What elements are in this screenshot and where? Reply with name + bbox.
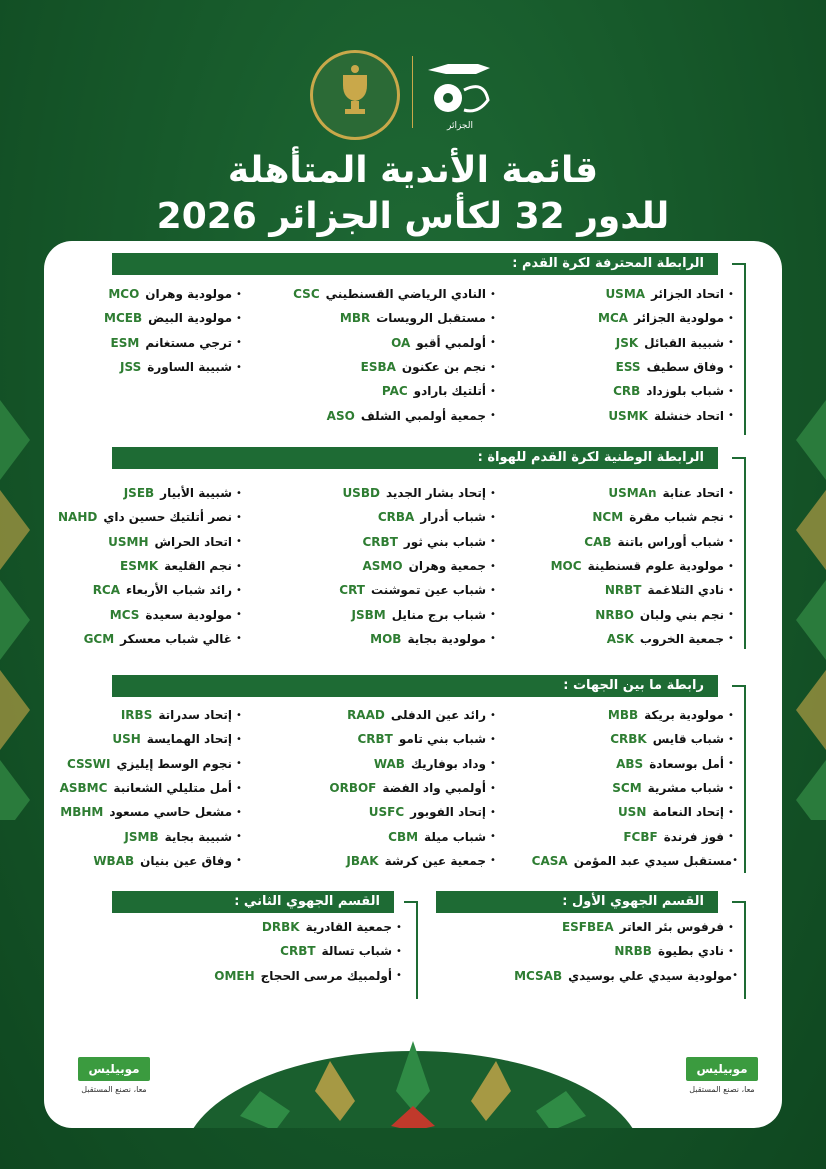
club-abbreviation: ESBA bbox=[360, 360, 396, 375]
bullet-icon: • bbox=[236, 337, 242, 349]
club-name: إتحاد النعامة bbox=[652, 805, 724, 820]
bullet-icon: • bbox=[490, 806, 496, 818]
sponsor-name: موبيليس bbox=[686, 1057, 758, 1081]
club-name: أولمبيك مرسى الحجاج bbox=[260, 968, 392, 983]
club-abbreviation: USMAn bbox=[608, 486, 657, 501]
pro-column-3 bbox=[56, 282, 246, 379]
club-list-item bbox=[538, 403, 738, 427]
bullet-icon: • bbox=[236, 633, 242, 645]
bullet-icon: • bbox=[490, 337, 496, 349]
football-federation-icon bbox=[418, 50, 502, 134]
bullet-icon: • bbox=[728, 584, 734, 596]
pro-column-1 bbox=[538, 282, 738, 428]
club-list-item bbox=[518, 915, 738, 939]
club-list-item bbox=[56, 282, 246, 306]
decorative-mandala bbox=[180, 1011, 646, 1128]
club-abbreviation: ESFBEA bbox=[561, 920, 614, 935]
club-abbreviation: USFC bbox=[368, 805, 405, 820]
club-name: نجم بني ولبان bbox=[639, 607, 724, 622]
interregional-column-2 bbox=[290, 703, 500, 873]
club-name: رائد عين الدفلى bbox=[390, 708, 486, 723]
bullet-icon: • bbox=[490, 361, 496, 373]
club-name: أمل بوسعادة bbox=[649, 756, 724, 771]
bullet-icon: • bbox=[490, 855, 496, 867]
bullet-icon: • bbox=[490, 385, 496, 397]
club-list-item bbox=[538, 306, 738, 330]
club-name: إتحاد الفوبور bbox=[410, 805, 486, 820]
club-name: مولودية سعيدة bbox=[145, 607, 232, 622]
bullet-icon: • bbox=[728, 312, 734, 324]
bullet-icon: • bbox=[728, 410, 734, 422]
bullet-icon: • bbox=[490, 410, 496, 422]
bullet-icon: • bbox=[236, 758, 242, 770]
club-list-item bbox=[538, 824, 738, 848]
club-name: جمعية القادرية bbox=[305, 920, 392, 935]
page-title bbox=[0, 148, 826, 240]
club-name: اتحاد الحراش bbox=[154, 534, 232, 549]
club-name: شباب برج منايل bbox=[391, 607, 486, 622]
club-abbreviation: JSK bbox=[615, 335, 639, 350]
club-abbreviation: JSEB bbox=[123, 486, 155, 501]
club-name: نجم بن عكنون bbox=[401, 360, 486, 375]
bullet-icon: • bbox=[396, 970, 402, 982]
club-abbreviation: CRBT bbox=[280, 944, 316, 959]
club-list-item bbox=[290, 824, 500, 848]
club-name: أولمبي أقبو bbox=[416, 335, 486, 350]
bullet-icon: • bbox=[490, 584, 496, 596]
club-list-item bbox=[538, 776, 738, 800]
club-list-item bbox=[514, 964, 738, 988]
bullet-icon: • bbox=[728, 385, 734, 397]
club-name: وداد بوفاريك bbox=[410, 756, 486, 771]
amateur-column-1 bbox=[538, 481, 738, 651]
club-abbreviation: JBAK bbox=[346, 853, 379, 868]
club-name: مشعل حاسي مسعود bbox=[109, 805, 232, 820]
club-list-item bbox=[186, 915, 406, 939]
club-name: نجوم الوسط إيليزي bbox=[116, 756, 232, 771]
club-list-item bbox=[538, 752, 738, 776]
club-name: شبيبة الساورة bbox=[147, 360, 232, 375]
club-name: شبيبة بجاية bbox=[164, 829, 232, 844]
club-abbreviation: MBR bbox=[339, 311, 371, 326]
club-abbreviation: NRBT bbox=[604, 583, 642, 598]
club-list-item bbox=[290, 800, 500, 824]
bullet-icon: • bbox=[490, 609, 496, 621]
sponsor-name: موبيليس bbox=[78, 1057, 150, 1081]
bullet-icon: • bbox=[728, 288, 734, 300]
club-name: غالي شباب معسكر bbox=[120, 631, 232, 646]
club-list-item bbox=[538, 505, 738, 529]
club-name: مولودية البيض bbox=[148, 311, 232, 326]
club-name: إتحاد الهمايسة bbox=[146, 732, 232, 747]
club-abbreviation: NRBB bbox=[614, 944, 652, 959]
club-name: شباب تسالة bbox=[321, 944, 392, 959]
bullet-icon: • bbox=[490, 560, 496, 572]
section-title-interregional: رابطة ما بين الجهات : bbox=[112, 675, 718, 697]
bullet-icon: • bbox=[728, 487, 734, 499]
section-title-regional-1: القسم الجهوي الأول : bbox=[436, 891, 718, 913]
club-name: نصر أتلتيك حسين داي bbox=[103, 510, 232, 525]
club-name: وفاق سطيف bbox=[646, 360, 724, 375]
club-abbreviation: GCM bbox=[83, 631, 115, 646]
bullet-icon: • bbox=[236, 806, 242, 818]
sponsor-logo-right bbox=[686, 1057, 758, 1094]
bullet-icon: • bbox=[732, 970, 738, 982]
bullet-icon: • bbox=[236, 709, 242, 721]
bullet-icon: • bbox=[728, 609, 734, 621]
club-list-item bbox=[518, 939, 738, 963]
bullet-icon: • bbox=[236, 733, 242, 745]
club-name: نجم شباب مقرة bbox=[629, 510, 724, 525]
club-list-item bbox=[538, 530, 738, 554]
club-abbreviation: ASBMC bbox=[59, 781, 108, 796]
club-abbreviation: USH bbox=[112, 732, 141, 747]
section-bracket bbox=[404, 901, 418, 999]
bullet-icon: • bbox=[396, 945, 402, 957]
club-abbreviation: ORBOF bbox=[329, 781, 377, 796]
bullet-icon: • bbox=[490, 733, 496, 745]
club-abbreviation: CRT bbox=[339, 583, 365, 598]
club-abbreviation: NRBO bbox=[595, 607, 634, 622]
club-list-item bbox=[56, 306, 246, 330]
club-list-item bbox=[56, 331, 246, 355]
club-name: شباب أوراس باتنة bbox=[617, 534, 724, 549]
bullet-icon: • bbox=[728, 361, 734, 373]
club-name: مستقبل سيدي عبد المؤمن bbox=[573, 853, 733, 868]
sponsor-tagline: معا، نصنع المستقبل bbox=[689, 1085, 755, 1094]
club-abbreviation: DRBK bbox=[261, 920, 300, 935]
club-list-item bbox=[56, 602, 246, 626]
club-abbreviation: ESS bbox=[615, 360, 641, 375]
club-abbreviation: CRB bbox=[613, 384, 641, 399]
club-abbreviation: JSMB bbox=[124, 829, 159, 844]
bullet-icon: • bbox=[728, 536, 734, 548]
club-name: اتحاد الجزائر bbox=[651, 287, 724, 302]
club-list-item bbox=[56, 703, 246, 727]
club-name: شباب قايس bbox=[652, 732, 724, 747]
club-list-item bbox=[531, 849, 738, 873]
club-name: النادي الرياضي القسنطيني bbox=[325, 287, 486, 302]
club-abbreviation: CBM bbox=[388, 829, 419, 844]
club-abbreviation: MCA bbox=[598, 311, 629, 326]
club-abbreviation: WAB bbox=[373, 756, 405, 771]
club-abbreviation: USMH bbox=[108, 534, 149, 549]
club-name: إتحاد بشار الجديد bbox=[385, 486, 486, 501]
club-abbreviation: NCM bbox=[592, 510, 624, 525]
club-abbreviation: ABS bbox=[616, 756, 644, 771]
club-name: نادي التلاغمة bbox=[647, 583, 724, 598]
club-abbreviation: USMA bbox=[605, 287, 646, 302]
club-list-item bbox=[56, 505, 246, 529]
club-abbreviation: CRBK bbox=[610, 732, 647, 747]
club-list-item bbox=[290, 849, 500, 873]
bullet-icon: • bbox=[236, 536, 242, 548]
bullet-icon: • bbox=[236, 782, 242, 794]
decorative-pattern-right bbox=[796, 400, 826, 820]
algerian-cup-logo bbox=[310, 50, 400, 140]
club-list-item bbox=[538, 602, 738, 626]
club-list-item bbox=[538, 727, 738, 751]
club-list-item bbox=[56, 824, 246, 848]
club-abbreviation: ESM bbox=[110, 335, 140, 350]
club-abbreviation: PAC bbox=[381, 384, 408, 399]
club-name: ترجي مستغانم bbox=[145, 335, 232, 350]
bullet-icon: • bbox=[728, 511, 734, 523]
club-name: مولودية سيدي علي بوسيدي bbox=[568, 968, 733, 983]
club-name: شباب مشرية bbox=[647, 781, 724, 796]
club-abbreviation: CRBT bbox=[357, 732, 393, 747]
club-abbreviation: CSC bbox=[293, 287, 320, 302]
bullet-icon: • bbox=[728, 758, 734, 770]
club-name: شباب بني ثور bbox=[403, 534, 486, 549]
club-list-item bbox=[290, 752, 500, 776]
club-list-item bbox=[290, 403, 500, 427]
bullet-icon: • bbox=[728, 945, 734, 957]
club-list-item bbox=[290, 331, 500, 355]
bullet-icon: • bbox=[728, 709, 734, 721]
bullet-icon: • bbox=[396, 921, 402, 933]
title-line-2: للدور 32 لكأس الجزائر 2026 bbox=[156, 196, 670, 237]
faf-logo bbox=[418, 50, 502, 134]
club-list-item bbox=[538, 800, 738, 824]
bullet-icon: • bbox=[728, 560, 734, 572]
club-list-item bbox=[538, 627, 738, 651]
club-list-item bbox=[538, 703, 738, 727]
club-abbreviation: IRBS bbox=[120, 708, 153, 723]
amateur-column-2 bbox=[290, 481, 500, 651]
club-list-item bbox=[290, 627, 500, 651]
club-abbreviation: CRBA bbox=[377, 510, 415, 525]
club-list-item bbox=[186, 964, 406, 988]
club-abbreviation: CASA bbox=[531, 853, 568, 868]
club-abbreviation: OMEH bbox=[214, 968, 255, 983]
club-abbreviation: USN bbox=[617, 805, 647, 820]
club-abbreviation: ESMK bbox=[120, 559, 159, 574]
club-list-item bbox=[56, 627, 246, 651]
bullet-icon: • bbox=[236, 609, 242, 621]
club-list-item bbox=[290, 703, 500, 727]
bullet-icon: • bbox=[490, 487, 496, 499]
club-list-item bbox=[538, 282, 738, 306]
bullet-icon: • bbox=[490, 831, 496, 843]
club-abbreviation: JSBM bbox=[351, 607, 386, 622]
club-abbreviation: ASO bbox=[326, 408, 355, 423]
club-name: جمعية الخروب bbox=[639, 631, 724, 646]
bullet-icon: • bbox=[236, 312, 242, 324]
club-list-item bbox=[290, 355, 500, 379]
club-name: اتحاد خنشلة bbox=[653, 408, 724, 423]
club-list-item bbox=[538, 578, 738, 602]
club-name: شباب ميلة bbox=[424, 829, 486, 844]
sponsor-logo-left bbox=[78, 1057, 150, 1094]
club-abbreviation: MBHM bbox=[60, 805, 104, 820]
club-list-item bbox=[538, 481, 738, 505]
club-name: إتحاد سدراتة bbox=[158, 708, 232, 723]
club-name: جمعية وهران bbox=[408, 559, 486, 574]
interregional-column-3 bbox=[56, 703, 246, 873]
club-name: رائد شباب الأربعاء bbox=[126, 583, 232, 598]
clubs-card bbox=[44, 241, 782, 1128]
club-abbreviation: WBAB bbox=[93, 853, 135, 868]
club-abbreviation: ASMO bbox=[362, 559, 403, 574]
bullet-icon: • bbox=[728, 921, 734, 933]
club-list-item bbox=[290, 379, 500, 403]
section-title-regional-2: القسم الجهوي الثاني : bbox=[112, 891, 394, 913]
logo-divider bbox=[412, 56, 413, 128]
interregional-column-1 bbox=[531, 703, 738, 873]
club-list-item bbox=[290, 505, 500, 529]
club-name: نادي بطيوة bbox=[657, 944, 724, 959]
club-abbreviation: MCSAB bbox=[514, 968, 563, 983]
club-abbreviation: CSSWI bbox=[67, 756, 111, 771]
club-list-item bbox=[56, 530, 246, 554]
club-list-item bbox=[290, 306, 500, 330]
club-abbreviation: MBB bbox=[607, 708, 639, 723]
club-name: شبيبة القبائل bbox=[644, 335, 724, 350]
decorative-pattern-left bbox=[0, 400, 30, 820]
club-name: شباب بني تامو bbox=[398, 732, 486, 747]
club-list-item bbox=[56, 800, 246, 824]
club-list-item bbox=[538, 379, 738, 403]
club-abbreviation: MCEB bbox=[104, 311, 143, 326]
bullet-icon: • bbox=[236, 361, 242, 373]
bullet-icon: • bbox=[236, 560, 242, 572]
club-name: مولودية علوم قسنطينة bbox=[587, 559, 724, 574]
section-title-pro: الرابطة المحترفة لكرة القدم : bbox=[112, 253, 718, 275]
bullet-icon: • bbox=[236, 584, 242, 596]
club-name: مستقبل الرويسات bbox=[376, 311, 486, 326]
club-abbreviation: MOB bbox=[370, 631, 402, 646]
bullet-icon: • bbox=[490, 312, 496, 324]
club-list-item bbox=[56, 355, 246, 379]
regional-1-column bbox=[514, 915, 738, 988]
club-list-item bbox=[290, 554, 500, 578]
club-abbreviation: FCBF bbox=[623, 829, 658, 844]
amateur-column-3 bbox=[56, 481, 246, 651]
club-name: وفاق عين بنيان bbox=[140, 853, 232, 868]
club-abbreviation: USBD bbox=[342, 486, 380, 501]
bullet-icon: • bbox=[236, 487, 242, 499]
bullet-icon: • bbox=[236, 855, 242, 867]
regional-2-column bbox=[186, 915, 406, 988]
club-list-item bbox=[56, 481, 246, 505]
bullet-icon: • bbox=[236, 288, 242, 300]
club-abbreviation: MOC bbox=[550, 559, 582, 574]
bullet-icon: • bbox=[728, 782, 734, 794]
bullet-icon: • bbox=[490, 782, 496, 794]
club-name: نجم القليعة bbox=[164, 559, 232, 574]
bullet-icon: • bbox=[236, 831, 242, 843]
club-name: جمعية أولمبي الشلف bbox=[360, 408, 486, 423]
sponsor-tagline: معا، نصنع المستقبل bbox=[81, 1085, 147, 1094]
club-list-item bbox=[290, 602, 500, 626]
club-abbreviation: MCO bbox=[108, 287, 140, 302]
club-name: شباب أدرار bbox=[420, 510, 486, 525]
header-logos bbox=[0, 42, 826, 142]
pro-column-2 bbox=[290, 282, 500, 428]
club-name: شباب بلوزداد bbox=[646, 384, 724, 399]
bullet-icon: • bbox=[728, 806, 734, 818]
title-line-1: قائمة الأندية المتأهلة bbox=[227, 150, 599, 191]
club-list-item bbox=[56, 776, 246, 800]
club-name: مولودية بريكة bbox=[644, 708, 724, 723]
club-list-item bbox=[56, 727, 246, 751]
bullet-icon: • bbox=[490, 758, 496, 770]
club-name: فرفوس بئر العاتر bbox=[619, 920, 724, 935]
club-list-item bbox=[290, 776, 500, 800]
club-list-item bbox=[56, 578, 246, 602]
section-title-amateur: الرابطة الوطنية لكرة القدم للهواة : bbox=[112, 447, 718, 469]
club-name: شباب عين تموشنت bbox=[371, 583, 486, 598]
club-abbreviation: CRBT bbox=[362, 534, 398, 549]
club-abbreviation: RCA bbox=[92, 583, 121, 598]
bullet-icon: • bbox=[490, 511, 496, 523]
club-abbreviation: RAAD bbox=[347, 708, 385, 723]
club-list-item bbox=[290, 530, 500, 554]
bullet-icon: • bbox=[490, 288, 496, 300]
club-list-item bbox=[290, 282, 500, 306]
club-abbreviation: JSS bbox=[120, 360, 142, 375]
bullet-icon: • bbox=[490, 633, 496, 645]
bullet-icon: • bbox=[236, 511, 242, 523]
club-abbreviation: ASK bbox=[606, 631, 634, 646]
club-abbreviation: USMK bbox=[608, 408, 648, 423]
club-name: أولمبي واد الفضة bbox=[382, 781, 486, 796]
svg-text:الجزائر: الجزائر bbox=[447, 121, 473, 131]
bullet-icon: • bbox=[490, 536, 496, 548]
club-list-item bbox=[538, 331, 738, 355]
club-name: فوز فرندة bbox=[663, 829, 724, 844]
club-abbreviation: CAB bbox=[584, 534, 612, 549]
bullet-icon: • bbox=[728, 831, 734, 843]
club-list-item bbox=[290, 481, 500, 505]
trophy-icon bbox=[313, 53, 397, 137]
bullet-icon: • bbox=[728, 337, 734, 349]
club-list-item bbox=[538, 355, 738, 379]
club-abbreviation: SCM bbox=[612, 781, 642, 796]
club-list-item bbox=[290, 727, 500, 751]
club-name: مولودية بجاية bbox=[407, 631, 486, 646]
bullet-icon: • bbox=[490, 709, 496, 721]
bullet-icon: • bbox=[728, 633, 734, 645]
club-abbreviation: NAHD bbox=[58, 510, 98, 525]
club-list-item bbox=[538, 554, 738, 578]
club-name: جمعية عين كرشة bbox=[384, 853, 486, 868]
club-list-item bbox=[56, 554, 246, 578]
club-name: اتحاد عنابة bbox=[662, 486, 724, 501]
club-list-item bbox=[186, 939, 406, 963]
club-abbreviation: MCS bbox=[109, 607, 140, 622]
club-name: مولودية الجزائر bbox=[634, 311, 724, 326]
bullet-icon: • bbox=[728, 733, 734, 745]
club-name: أتلتيك بارادو bbox=[413, 384, 486, 399]
club-name: مولودية وهران bbox=[145, 287, 232, 302]
club-abbreviation: OA bbox=[391, 335, 411, 350]
club-name: شبيبة الأبيار bbox=[160, 486, 232, 501]
bullet-icon: • bbox=[732, 855, 738, 867]
club-list-item bbox=[56, 849, 246, 873]
club-name: أمل متليلي الشعانبة bbox=[113, 781, 232, 796]
club-list-item bbox=[56, 752, 246, 776]
club-list-item bbox=[290, 578, 500, 602]
